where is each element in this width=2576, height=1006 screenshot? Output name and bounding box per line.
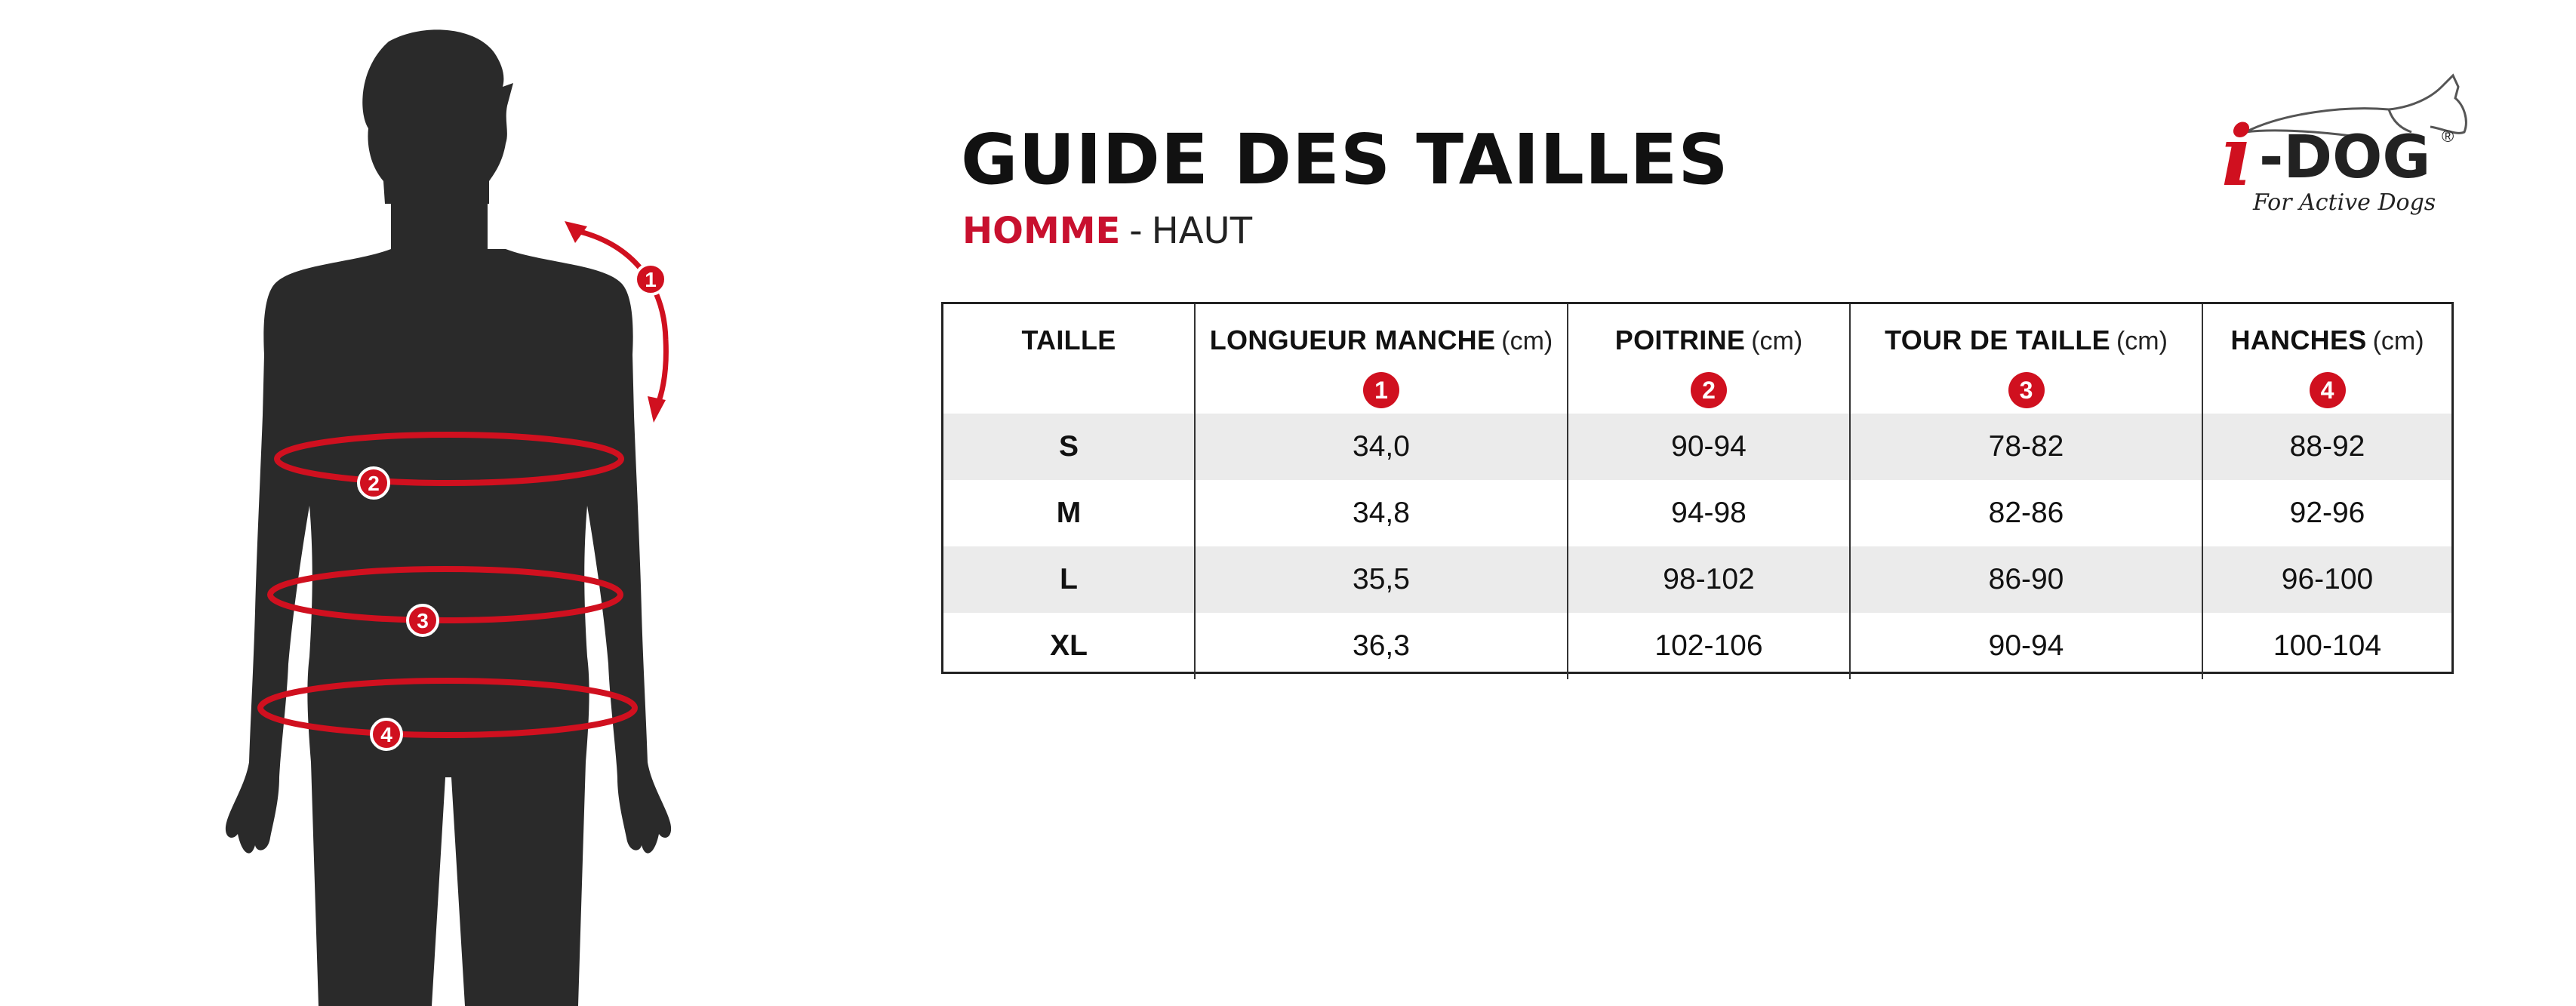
table-row [943,546,2451,613]
size-table [941,302,2454,674]
table-header-row [943,304,2451,414]
column-header-label: TAILLE [1021,325,1116,355]
subtitle-category: HOMME [962,210,1121,252]
cell-hips: 96-100 [2202,546,2451,613]
table-row [943,414,2451,480]
brand-logo [2215,53,2472,226]
cell-waist: 78-82 [1850,414,2202,480]
column-badge: 2 [1691,372,1727,408]
column-badge: 1 [1363,372,1399,408]
logo-tagline: For Active Dogs [2253,189,2436,216]
cell-waist: 90-94 [1850,613,2202,679]
cell-sleeve: 34,0 [1195,414,1568,480]
column-header-size [943,304,1195,414]
cell-hips: 88-92 [2202,414,2451,480]
column-header-unit: (cm) [2372,327,2424,355]
table-row [943,480,2451,546]
cell-hips: 92-96 [2202,480,2451,546]
svg-text:4: 4 [380,723,392,746]
svg-text:3: 3 [417,609,429,632]
column-header-label: LONGUEUR MANCHE [1209,325,1496,355]
cell-size: S [943,414,1195,480]
column-header-sleeve [1195,304,1568,414]
silhouette-shape [226,29,671,1006]
cell-chest: 94-98 [1568,480,1850,546]
cell-chest: 102-106 [1568,613,1850,679]
logo-wordmark: -DOG [2259,124,2431,192]
column-badge: 3 [2008,372,2045,408]
subtitle-separator: - [1129,210,1143,252]
cell-chest: 90-94 [1568,414,1850,480]
column-header-unit: (cm) [2116,327,2168,355]
column-header-unit: (cm) [1751,327,1803,355]
cell-waist: 82-86 [1850,480,2202,546]
column-header-unit: (cm) [1501,327,1553,355]
cell-sleeve: 35,5 [1195,546,1568,613]
page-subtitle [962,210,1253,252]
svg-text:2: 2 [368,472,380,495]
cell-size: L [943,546,1195,613]
column-badge: 4 [2310,372,2346,408]
cell-hips: 100-104 [2202,613,2451,679]
cell-chest: 98-102 [1568,546,1850,613]
column-header-label: POITRINE [1614,325,1746,355]
page-title: GUIDE DES TAILLES [961,119,1729,200]
svg-text:1: 1 [645,268,657,291]
cell-size: M [1056,497,1082,529]
body-silhouette [204,23,717,1006]
cell-waist: 86-90 [1850,546,2202,613]
table-row [943,613,2451,679]
cell-sleeve: 36,3 [1195,613,1568,679]
column-header-chest [1568,304,1850,414]
logo-registered: ® [2442,127,2454,146]
column-header-waist [1850,304,2202,414]
cell-sleeve: 34,8 [1195,480,1568,546]
column-header-label: TOUR DE TAILLE [1885,325,2110,355]
logo-i: i [2221,107,2253,205]
column-header-hips [2202,304,2451,414]
column-header-label: HANCHES [2230,325,2367,355]
subtitle-part: HAUT [1151,210,1253,252]
cell-size: XL [1050,629,1088,662]
